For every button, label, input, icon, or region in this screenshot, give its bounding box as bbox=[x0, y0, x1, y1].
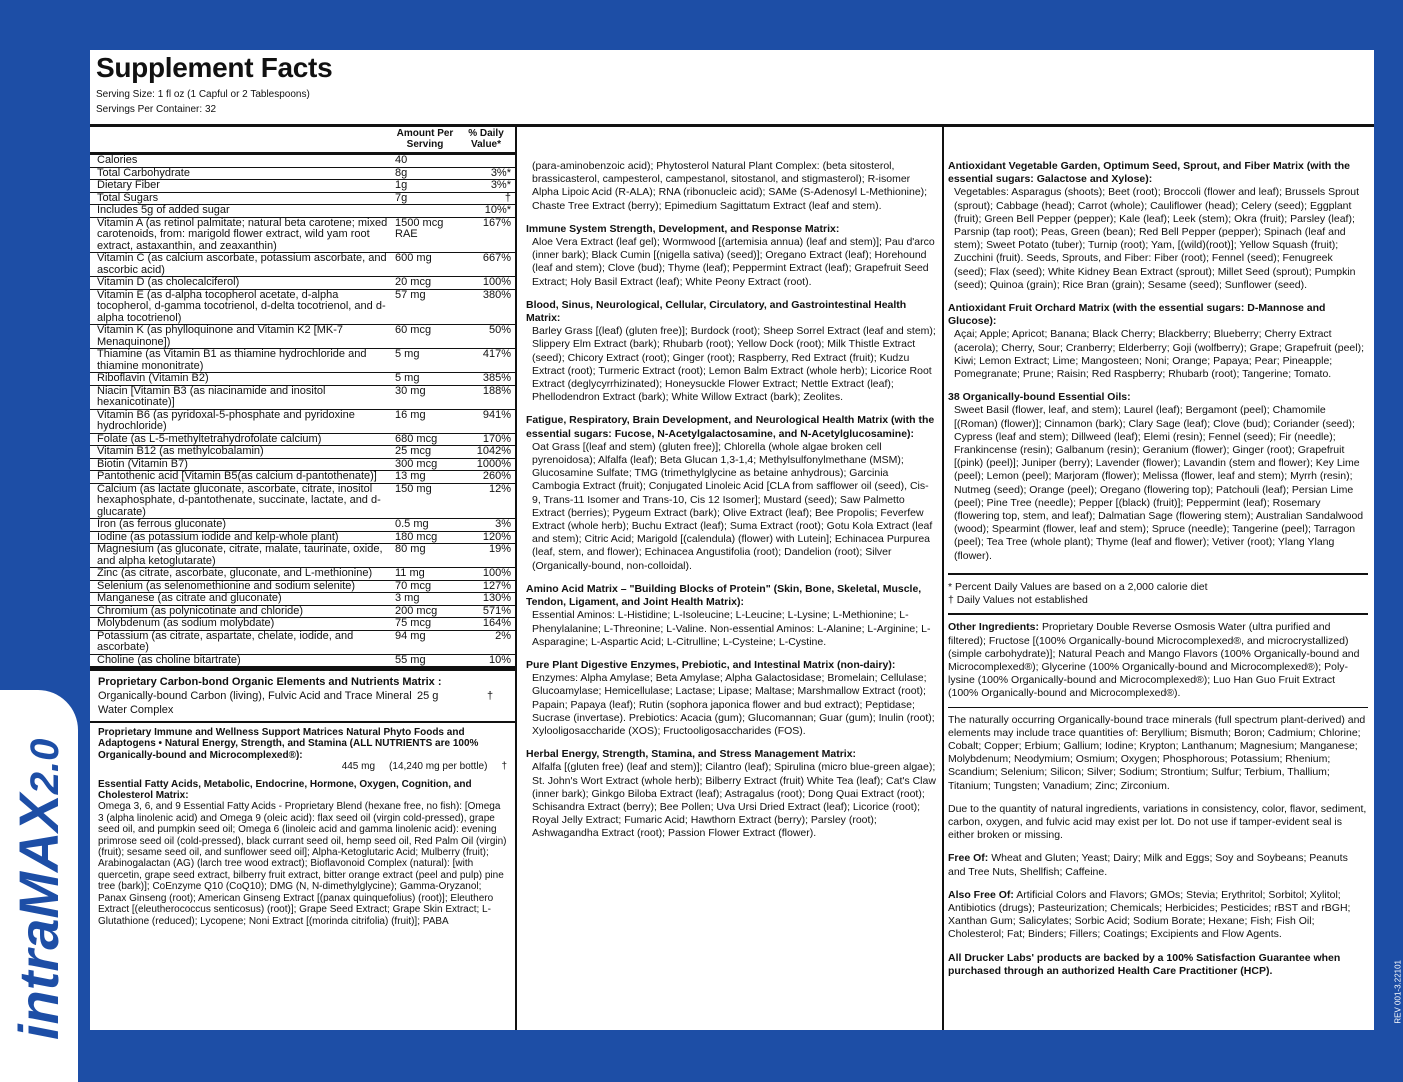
intramax-logo: intraMAX2.0 bbox=[7, 738, 70, 1040]
nutrient-name: Vitamin D (as cholecalciferol) bbox=[97, 276, 240, 288]
nutrient-dv: 100% bbox=[482, 567, 511, 579]
table-header: Amount Per Serving % Daily Value* bbox=[396, 128, 504, 150]
nutrient-amount: 11 mg bbox=[395, 567, 425, 579]
nutrient-dv: 12% bbox=[488, 482, 511, 495]
table-row bbox=[90, 179, 515, 192]
minerals-note: The naturally occurring Organically-bound trace minerals (full spectrum plant-derived) and elements may include trace quantities of: Beryllium; Bismuth; Boron; Cadmium; Chlorine; Cobalt; Copper; Erbium; Gallium; Iodine; Krypton; Lanthanum; Magnesium; Manganese; Molybdenum; Neodymium; Osmium; Oxygen; Phosphorous; Potassium; Rhenium; Scandium; Selenium; Silicon; Silver; Sodium; Strontium; Sulfur; Terbium, Thallium; Titanium; Tungsten; Vanadium; Zinc; Zirconium. Due to the quantity of natural ingredients, variations in consistency, color, flavor, sediment, carbon, oxygen, and fulvic acid may exist per lot. Do not use if tamper-evident seal is either broken or missing. Free Of: Wheat and Gluten; Yeast; Dairy; Milk and Eggs; Soy and Soybeans; Peanuts and Tree Nuts, Shellfish; Caffeine. Also Free Of: Artificial Colors and Flavors; GMOs; Stevia; Erythritol; Sorbitol; Xylitol; Antibiotics (drugs); Pasteurization; Chemicals; Herbicides; Pesticides; rBST and rBGH; Xanthan Gum; Salicylates; Sorbic Acid; Sodium Borate; Hexane; Fish; Fish Oil; Cholesterol; Fat; Binders; Fillers; Coatings; Excipients and Flow Agents. All Drucker Labs' products are backed by a 100% Satisfaction Guarantee when purchased through an authorized Health Care Practitioner (HCP). bbox=[948, 707, 1368, 978]
nutrient-amount: 3 mg bbox=[395, 592, 420, 604]
section-text: (para-aminobenzoic acid); Phytosterol Natural Plant Complex: (beta sitosterol, brassicasterol, campesterol, campestanol, sitostanol, and stigmasterol); R-isomer Alpha Lipoic Acid (R-ALA); RNA (ribonucleic acid); SAMe (S-Adenosyl L-Methionine); Chaste Tree Extract (berry); Epimedium Sagittatum Extract (leaf and stem). bbox=[532, 160, 928, 212]
nutrient-dv: 188% bbox=[482, 384, 511, 397]
nutrient-name: Riboflavin (Vitamin B2) bbox=[97, 372, 209, 384]
supplement-facts-panel bbox=[90, 50, 1374, 1030]
table-row bbox=[90, 483, 515, 519]
nutrient-name: Folate (as L-5-methyltetrahydrofolate calcium) bbox=[97, 432, 322, 445]
section-text: Alfalfa [(gluten free) (leaf and stem)]; Cilantro (leaf); Spirulina (micro blue-green algae); St. John's Wort Extract (whole herb); Bilberry Extract (fruit) White Tea (leaf); Cat's Claw (inner bark); Ginkgo Biloba Extract (leaf); Astragalus (root); Dong Quai Extract (root); Schisandra Extract (berry); Bee Pollen; Uva Ursi Dried Extract (leaf); Licorice (root); Royal Jelly Extract; Fumaric Acid; Hawthorn Extract (berry); Parsley (root); Ashwagandha Extract (root); Passion Flower Extract (flower). bbox=[532, 761, 936, 840]
ingredient-section bbox=[526, 299, 936, 405]
nutrient-name: Pantothenic acid [Vitamin B5(as calcium d-pantothenate)] bbox=[97, 470, 377, 482]
right-sections bbox=[948, 160, 1368, 563]
nutrient-table bbox=[90, 126, 515, 931]
nutrient-name: Thiamine (as Vitamin B1 as thiamine hydrochloride and thiamine mononitrate) bbox=[97, 348, 367, 372]
nutrient-name: Dietary Fiber bbox=[97, 179, 160, 191]
nutrient-dv: 10% bbox=[488, 653, 511, 666]
other-ingredients: Other Ingredients: Proprietary Double Reverse Osmosis Water (ultra purified and filtered); Fructose [(100% Organically-bound Microcomplexed®, and microcrystallized) (simple carbohydrate)]; Natural Peach and Mango Flavors (100% Organically-bound and Microcomplexed®); Glycerine (100% Organically-bound and Microcomplexed®); Poly-lysine (100% Organically-bound and Microcomplexed®); Luo Han Guo Fruit Extract (100% Organically-bound and Microcomplexed®). bbox=[948, 613, 1368, 700]
section-heading: Pure Plant Digestive Enzymes, Prebiotic, and Intestinal Matrix (non-dairy): bbox=[526, 658, 896, 671]
table-row bbox=[90, 531, 515, 544]
serving-info: Serving Size: 1 fl oz (1 Capful or 2 Tablespoons) Servings Per Container: 32 bbox=[96, 89, 310, 115]
nutrient-amount: 200 mcg bbox=[395, 604, 438, 617]
section-text: Aloe Vera Extract (leaf gel); Wormwood [(artemisia annua) (leaf and stem)]; Pau d'arco (inner bark); Black Cumin [(nigella sativa) (seed)]; Oregano Extract (leaf); Horehound (leaf and stem); Clove (bud); Thyme (leaf); Peppermint Extract (leaf); Grapefruit Seed Extract; Holy Basil Extract (leaf); White Peony Extract (root). bbox=[532, 236, 935, 288]
ingredient-section bbox=[526, 160, 936, 213]
table-row bbox=[90, 458, 515, 471]
nutrient-name: Molybdenum (as sodium molybdate) bbox=[97, 617, 275, 629]
nutrient-amount: 57 mg bbox=[395, 288, 426, 301]
table-row bbox=[90, 567, 515, 580]
nutrient-amount: 75 mcg bbox=[395, 617, 432, 629]
section-text: Açai; Apple; Apricot; Banana; Black Cherry; Blackberry; Blueberry; Cherry Extract (acerola); Cherry, Sour; Cranberry; Elderberry; Goji (wolfberry); Grape; Grapefruit (peel); Kiwi; Lemon Extract; Lime; Mangosteen; Noni; Orange; Papaya; Pear; Pineapple; Pomegranate; Prune; Raisin; Red Raspberry; Rhubarb (root); Tangerine; Tomato. bbox=[954, 328, 1365, 381]
nutrient-amount: 1500 mcg RAE bbox=[395, 216, 444, 240]
nutrient-dv: 120% bbox=[482, 530, 511, 543]
nutrient-rows bbox=[90, 154, 515, 666]
table-row bbox=[90, 348, 515, 372]
nutrient-dv: 385% bbox=[482, 372, 511, 384]
nutrient-amount: 94 mg bbox=[395, 629, 426, 642]
nutrient-dv: 100% bbox=[482, 276, 511, 288]
nutrient-amount: 70 mcg bbox=[395, 579, 432, 592]
nutrient-amount bbox=[395, 205, 467, 217]
nutrient-dv: 260% bbox=[482, 470, 511, 482]
table-row bbox=[90, 605, 515, 618]
section-text: Vegetables: Asparagus (shoots); Beet (root); Broccoli (flower and leaf); Brussels Sprout (sprout); Cabbage (head); Carrot (whole); Cauliflower (head); Celery (seed); Eggplant (fruit); Green Bell Pepper (pepper); Kale (leaf); Leek (stem); Okra (fruit); Parsley (leaf); Parsnip (tap root); Peas, Green (bean); Red Bell Pepper (pepper); Spinach (leaf and stem); Sweet Potato (tuber); Turnip (root); Yam, [(wild)(root)]; Yellow Squash (fruit); Zucchini (fruit). Seeds, Sprouts, and Fiber: Fiber (root); Fennel (seed); Fenugreek (seed); Flax (seed); White Kidney Bean Extract (sprout); Millet Seed (sprout); Pumpkin (seed); Quinoa (grain); Rice Bran (grain); Sesame (seed); Sunflower (seed). bbox=[954, 186, 1360, 291]
ingredient-section bbox=[948, 391, 1368, 563]
nutrient-dv: 164% bbox=[482, 617, 511, 629]
nutrient-dv: 1042% bbox=[476, 445, 511, 457]
table-row bbox=[90, 385, 515, 409]
nutrient-amount: 600 mg bbox=[395, 252, 432, 264]
table-row bbox=[90, 204, 515, 217]
nutrient-dv: 19% bbox=[488, 543, 511, 555]
nutrient-name: Niacin [Vitamin B3 (as niacinamide and inositol hexanicotinate)] bbox=[97, 384, 326, 408]
nutrient-amount: 20 mcg bbox=[395, 276, 432, 288]
table-row bbox=[90, 543, 515, 567]
nutrient-amount: 5 mg bbox=[395, 372, 420, 384]
nutrient-amount: 30 mg bbox=[395, 384, 426, 397]
table-row bbox=[90, 654, 515, 667]
nutrient-amount: 0.5 mg bbox=[395, 518, 429, 530]
nutrient-dv: 10%* bbox=[484, 204, 511, 216]
nutrient-name: Vitamin B6 (as pyridoxal-5-phosphate and pyridoxine hydrochloride) bbox=[97, 408, 355, 432]
section-heading: 38 Organically-bound Essential Oils: bbox=[948, 391, 1131, 404]
section-text: Essential Aminos: L-Histidine; L-Isoleucine; L-Leucine; L-Lysine; L-Methionine; L-Phenylalanine; L-Threonine; L-Valine. Non-essential Aminos: L-Alanine; L-Arginine; L-Asparagine; L-Aspartic Acid; L-Citrulline; L-Cysteine; L-Cystine. bbox=[532, 609, 931, 648]
nutrient-name: Chromium (as polynicotinate and chloride) bbox=[97, 604, 304, 617]
table-row bbox=[90, 372, 515, 385]
nutrient-name: Zinc (as citrate, ascorbate, gluconate, and L-methionine) bbox=[97, 567, 373, 579]
nutrient-name: Total Carbohydrate bbox=[97, 166, 190, 179]
nutrient-name: Includes 5g of added sugar bbox=[97, 204, 230, 216]
section-heading: Antioxidant Vegetable Garden, Optimum Seed, Sprout, and Fiber Matrix (with the essential sugars: Galactose and Xylose): bbox=[948, 160, 1350, 186]
section-heading: Amino Acid Matrix – "Building Blocks of Protein" (Skin, Bone, Skeletal, Muscle, Tendon, Ligament, and Joint Health Matrix): bbox=[526, 582, 922, 609]
nutrient-dv: 50% bbox=[488, 324, 511, 336]
table-row bbox=[90, 470, 515, 483]
table-row bbox=[90, 192, 515, 205]
nutrient-dv: 941% bbox=[482, 408, 511, 421]
ingredient-section bbox=[948, 302, 1368, 381]
nutrient-dv: 130% bbox=[482, 592, 511, 604]
table-row bbox=[90, 289, 515, 325]
table-row bbox=[90, 630, 515, 654]
table-row bbox=[90, 580, 515, 593]
nutrient-amount: 150 mg bbox=[395, 482, 432, 495]
nutrient-dv: 127% bbox=[482, 579, 511, 592]
nutrient-amount: 1g bbox=[395, 179, 408, 191]
nutrient-dv: 380% bbox=[482, 288, 511, 301]
table-row bbox=[90, 445, 515, 458]
nutrient-amount: 5 mg bbox=[395, 348, 420, 360]
nutrient-name: Biotin (Vitamin B7) bbox=[97, 457, 188, 470]
nutrient-amount: 25 mcg bbox=[395, 445, 432, 457]
nutrient-amount: 80 mg bbox=[395, 543, 426, 555]
ingredient-section bbox=[526, 223, 936, 289]
nutrient-name: Total Sugars bbox=[97, 191, 159, 204]
nutrient-dv: † bbox=[504, 191, 511, 204]
nutrient-name: Choline (as choline bitartrate) bbox=[97, 653, 241, 666]
nutrient-amount: 40 bbox=[395, 154, 408, 166]
nutrient-amount: 8g bbox=[395, 166, 408, 179]
footnotes: * Percent Daily Values are based on a 2,000 calorie diet † Daily Values not established bbox=[948, 573, 1368, 607]
ingredient-section bbox=[526, 748, 936, 840]
nutrient-dv: 417% bbox=[482, 348, 511, 360]
table-row bbox=[90, 518, 515, 531]
nutrient-dv: 167% bbox=[482, 216, 511, 229]
nutrient-name: Vitamin C (as calcium ascorbate, potassium ascorbate, and ascorbic acid) bbox=[97, 252, 387, 276]
table-row bbox=[90, 592, 515, 605]
nutrient-dv: 3%* bbox=[490, 179, 511, 191]
section-heading: Herbal Energy, Strength, Stamina, and Stress Management Matrix: bbox=[526, 748, 857, 761]
table-row bbox=[90, 433, 515, 446]
section-heading: Blood, Sinus, Neurological, Cellular, Circulatory, and Gastrointestinal Health Matrix: bbox=[526, 298, 907, 325]
nutrient-name: Potassium (as citrate, aspartate, chelate, iodide, and ascorbate) bbox=[97, 629, 354, 653]
table-row bbox=[90, 617, 515, 630]
nutrient-amount: 300 mcg bbox=[395, 457, 438, 470]
table-row bbox=[90, 276, 515, 289]
ingredient-section bbox=[526, 659, 936, 738]
column-divider-2 bbox=[942, 126, 944, 1030]
section-heading: Antioxidant Fruit Orchard Matrix (with the essential sugars: D-Mannose and Glucose): bbox=[948, 302, 1326, 328]
nutrient-name: Selenium (as selenomethionine and sodium selenite) bbox=[97, 579, 356, 592]
nutrient-dv: 3% bbox=[495, 518, 511, 530]
table-row bbox=[90, 252, 515, 276]
nutrient-dv: 571% bbox=[482, 604, 511, 617]
nutrient-dv: 170% bbox=[482, 432, 511, 445]
nutrient-name: Vitamin B12 (as methylcobalamin) bbox=[97, 445, 264, 457]
middle-column bbox=[526, 160, 936, 851]
nutrient-amount: 7g bbox=[395, 191, 408, 204]
table-row bbox=[90, 154, 515, 167]
nutrient-dv: 2% bbox=[495, 629, 511, 642]
section-text: Oat Grass [(leaf and stem) (gluten free)]; Chlorella (whole algae broken cell pyrenoidosa); Alfalfa (leaf); Beta Glucan 1,3-1,4; Methylsulfonylmethane (MSM); Glucosamine Sulfate; TMG (trimethylglycine as betaine anhydrous); Garcinia Cambogia Extract (fruit); Conjugated Linoleic Acid [CLA from safflower oil (seed), Cis-9, Trans-11 Isomer and Trans-10, Cis 12 Isomer]; Mustard (seed); Saw Palmetto Extract (berries); Pygeum Extract (bark); Olive Extract (leaf); Bee Propolis; Feverfew Extract (whole herb); Buchu Extract (leaf); Suma Extract (root); Gotu Kola Extract (leaf and stem); Citric Acid; Marigold [(calendula) (flower) with Lutein]; Echinacea Purpurea (leaf, stem, and flower); Echinacea Angustifolia (root); Dandelion (root); Silver (Organically-bound, non-colloidal). bbox=[532, 440, 933, 572]
ingredient-section bbox=[526, 583, 936, 649]
nutrient-amount: 680 mcg bbox=[395, 432, 438, 445]
table-row bbox=[90, 409, 515, 433]
column-divider-1 bbox=[515, 126, 517, 1030]
nutrient-dv: 1000% bbox=[476, 457, 511, 470]
section-heading: Fatigue, Respiratory, Brain Development, and Neurological Health Matrix (with the essential sugars: Fucose, N-Acetylgalactosamine, and N-Acetylglucosamine): bbox=[526, 414, 935, 440]
immune-matrix: Proprietary Immune and Wellness Support Matrices Natural Phyto Foods and Adaptogens • Natural Energy, Strength, and Stamina (ALL NUTRIENTS are 100% Organically-bound and Microcomplexed®): 445 mg (14,240 mg per bottle) † Essential Fatty Acids, Metabolic, Endocrine, Hormone, Oxygen, Cognition, and Cholesterol Matrix: Omega 3, 6, and 9 Essential Fatty Acids - Proprietary Blend (hexane free, no fish): [Omega 3 (alpha linolenic acid) and Omega 9 (oleic acid): flax seed oil (virgin cold-pressed), grape seed oil, and pumpkin seed oil; Omega 6 (linoleic acid and gamma linolenic acid): evening primrose seed oil (cold-pressed), black currant seed oil, hemp seed oil, Red Palm Oil (virgin) (fruit); sesame seed oil, and sunflower seed oil]; Alpha-Ketoglutaric Acid; Mulberry (fruit); Arabinogalactan (AG) (larch tree wood extract); Bioflavonoid Complex (natural): [with quercetin, grape seed extract, bilberry fruit extract, bitter orange extract (peel and pulp) pine tree (bark)]; CoEnzyme Q10 (CoQ10); DMG (N, N-dimethylglycine); Gamma-Oryzanol; Panax Ginseng (root); American Ginseng Extract [(panax quinquefolius) (root)]; Eleuthero Extract [(eleutherococcus senticosus) (root)]; Grape Seed Extract; Grape Skin Extract; L-Glutathione (reduced); Lycopene; Noni Extract [(morinda citrifolia) (fruit)]; PABA bbox=[98, 727, 507, 927]
ingredient-section bbox=[948, 160, 1368, 292]
nutrient-name: Calcium (as lactate gluconate, ascorbate, citrate, inositol hexaphosphate, d-pantothenate, succinate, lactate, and d-glucarate) bbox=[97, 482, 381, 518]
table-row bbox=[90, 217, 515, 253]
page-title: Supplement Facts bbox=[96, 52, 333, 83]
nutrient-amount: 16 mg bbox=[395, 408, 426, 421]
nutrient-dv: 3%* bbox=[490, 166, 511, 179]
nutrient-dv bbox=[467, 155, 511, 167]
nutrient-name: Iodine (as potassium iodide and kelp-whole plant) bbox=[97, 530, 339, 543]
ingredient-section bbox=[526, 414, 936, 572]
carbon-matrix: Proprietary Carbon-bond Organic Elements and Nutrients Matrix : Organically-bound Carbon (living), Fulvic Acid and Trace Mineral Water Complex 25 g † bbox=[98, 676, 494, 716]
section-text: Enzymes: Alpha Amylase; Beta Amylase; Alpha Galactosidase; Bromelain; Cellulase; Glucoamylase; Hemicellulase; Lactase; Lipase; Maltase; Marshmallow Extract (root); Papain; Papaya (leaf); Rutin (sophora japonica flower and bud extract); Peptidase; Sucrase (invertase). Prebiotics: Acacia (gum); Glucomannan; Guar (gum); Inulin (root); Xylooligosaccharide (XOS); Fructooligosaccharides (FOS). bbox=[532, 672, 935, 737]
nutrient-amount: 60 mcg bbox=[395, 324, 432, 336]
nutrient-name: Calories bbox=[97, 154, 138, 166]
nutrient-amount: 180 mcg bbox=[395, 530, 438, 543]
nutrient-name: Vitamin A (as retinol palmitate; natural beta carotene; mixed carotenoids, from: marigold flower extract, wild yam root extract, astaxanthin, and zeaxanthin) bbox=[97, 216, 388, 252]
nutrient-name: Magnesium (as gluconate, citrate, malate, taurinate, oxide, and alpha ketoglutarate) bbox=[97, 543, 383, 567]
right-column bbox=[948, 160, 1368, 988]
section-text: Sweet Basil (flower, leaf, and stem); Laurel (leaf); Bergamont (peel); Chamomile [(Roman) (flower)]; Cinnamon (bark); Clary Sage (leaf); Clove (bud); Coriander (seed); Cypress (leaf and stem); Dillweed (leaf); Elemi (resin); Fennel (seed); Fir (needle); Frankincense (resin); Galbanum (resin); Geranium (flower); Ginger (root); Grapefruit [(pink) (peel)]; Juniper (berry); Lavender (flower); Lavandin (stem and flower); Key Lime (peel); Lemon (peel); Marjoram (flower); Melissa (flower, leaf and stem); Myrrh (resin); Nutmeg (seed); Orange (peel); Oregano (flowering top); Patchouli (leaf); Persian Lime (peel); Pine Tree (needle); Pepper [(black) (fruit)]; Peppermint (leaf); Rosemary (flowering top, stem, and leaf); Dalmatian Sage (flowering stem); Australian Sandalwood (wood); Spearmint (flower, leaf and stem); Spruce (needle); Tangerine (peel); Tarragon (peel); Tea Tree (whole plant); Thyme (leaf and flower); Vetiver (root); Ylang Ylang (flower). bbox=[954, 404, 1364, 562]
nutrient-amount: 55 mg bbox=[395, 653, 426, 666]
nutrient-amount: 13 mg bbox=[395, 470, 426, 482]
section-heading: Immune System Strength, Development, and Response Matrix: bbox=[526, 222, 840, 235]
revision-code: REV 001-3.22101 bbox=[1394, 960, 1403, 1024]
table-row bbox=[90, 324, 515, 348]
nutrient-name: Vitamin K (as phylloquinone and Vitamin K2 [MK-7 Menaquinone]) bbox=[97, 324, 344, 348]
nutrient-name: Vitamin E (as d-alpha tocopherol acetate, d-alpha tocopherol, d-gamma tocotrienol, d-delta tocotrienol, and d-alpha tocotrienol) bbox=[97, 288, 386, 324]
nutrient-name: Manganese (as citrate and gluconate) bbox=[97, 592, 282, 604]
nutrient-name: Iron (as ferrous gluconate) bbox=[97, 518, 227, 530]
section-text: Barley Grass [(leaf) (gluten free)]; Burdock (root); Sheep Sorrel Extract (leaf and stem); Slippery Elm Extract (bark); Rhubarb (root); Yellow Dock (root); Milk Thistle Extract (seed); Chicory Extract (root); Ginger (root); Raspberry, Red Extract (fruit); Kudzu Extract (root); Turmeric Extract (root); Lemon Balm Extract (whole herb); Licorice Root Extract (deglycyrrhizinated); Honeysuckle Flower Extract; Nettle Extract (leaf); Phellodendron Extract (bark); White Willow Extract (bark); Zeolites. bbox=[532, 325, 936, 404]
nutrient-dv: 667% bbox=[482, 252, 511, 264]
table-row bbox=[90, 167, 515, 180]
